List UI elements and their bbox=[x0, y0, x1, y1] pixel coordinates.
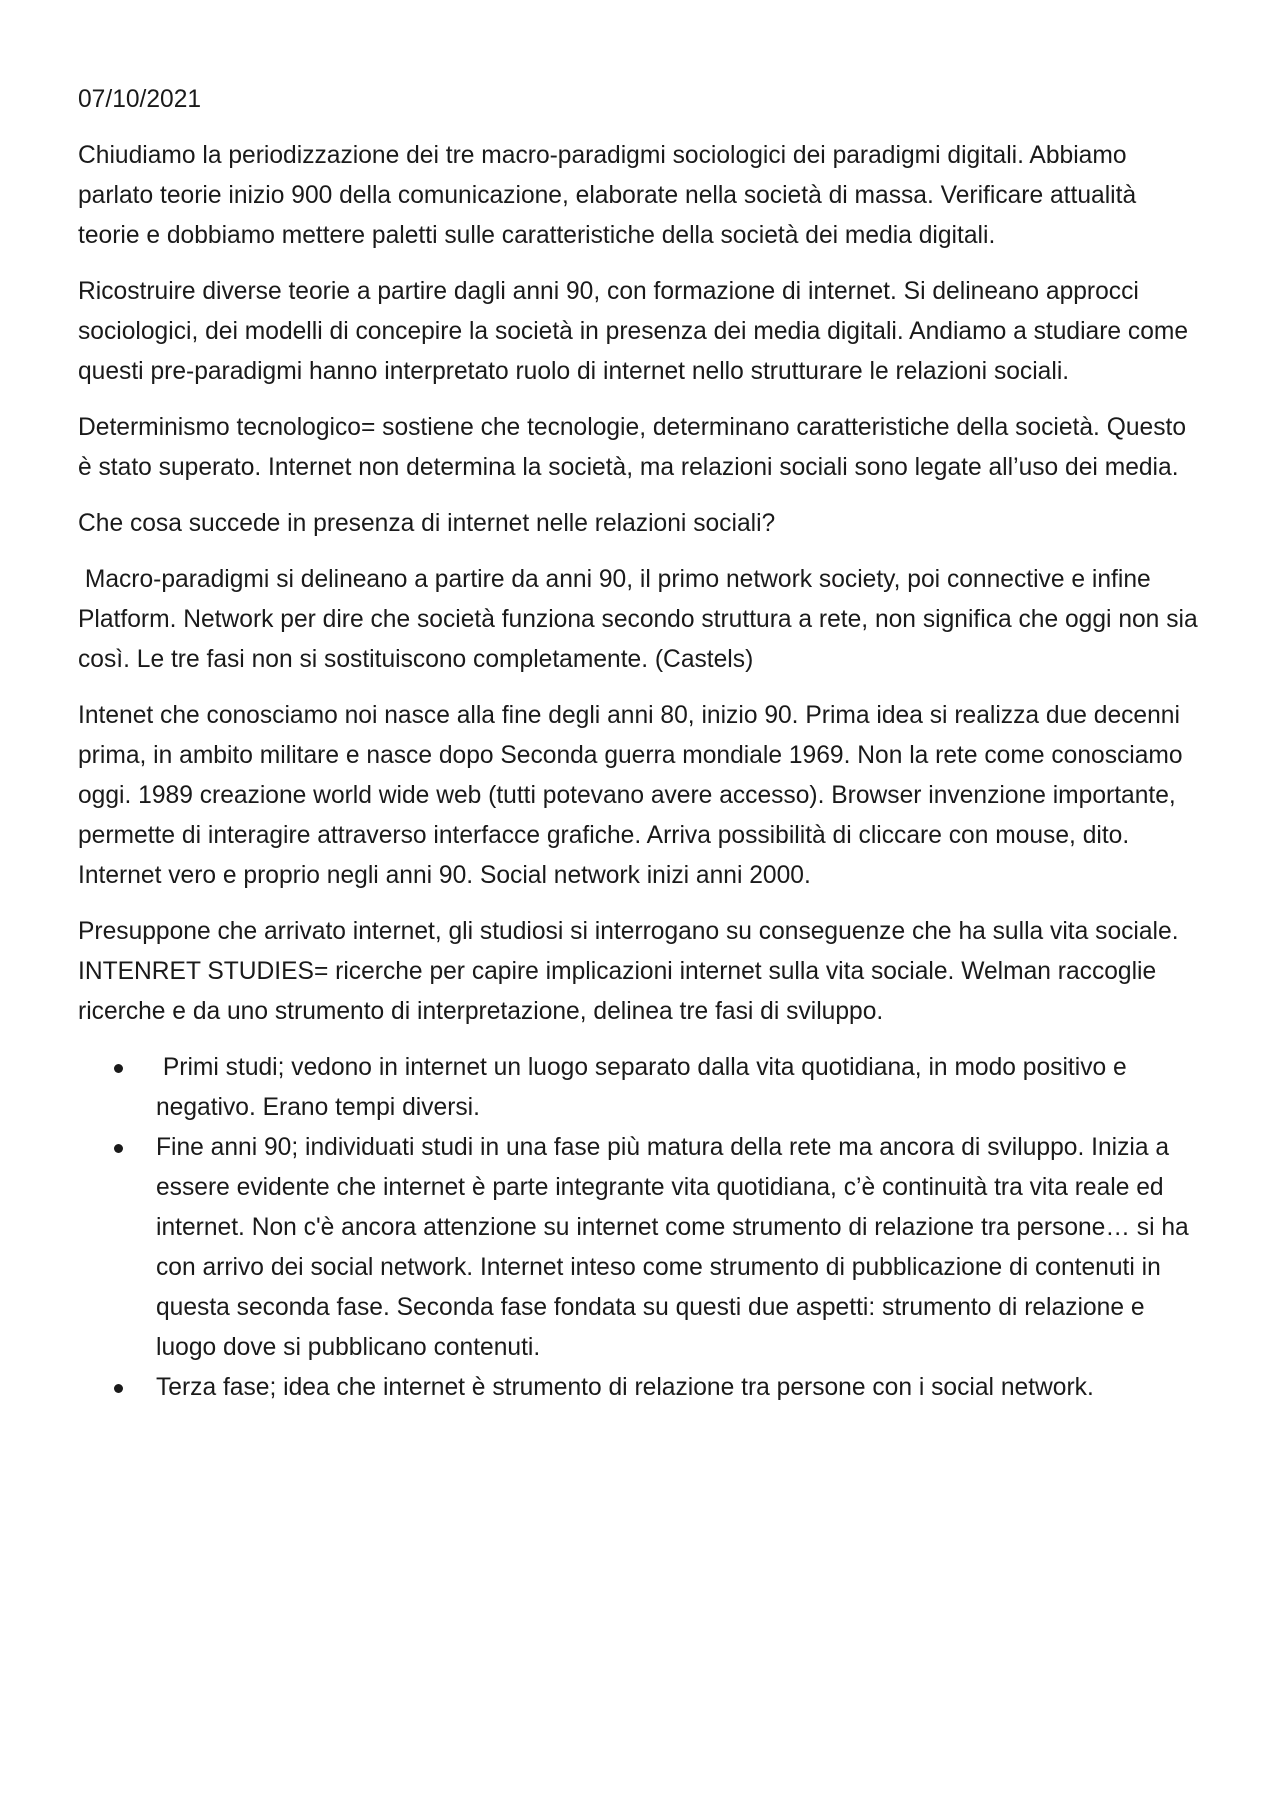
paragraph: Che cosa succede in presenza di internet nelle relazioni sociali? bbox=[78, 510, 776, 537]
paragraph: Presuppone che arrivato internet, gli studiosi si interrogano su conseguenze che ha sulla vita sociale. INTENRET STUDIES= ricerche per capire implicazioni internet sulla vita sociale. Welman raccoglie ricerche e da uno strumento di interpretazione, delinea tre fasi di sviluppo. bbox=[78, 918, 1179, 1025]
paragraph: Chiudiamo la periodizzazione dei tre macro-paradigmi sociologici dei paradigmi digitali. Abbiamo parlato teorie inizio 900 della comunicazione, elaborate nella società di massa. Verificare attualità teorie e dobbiamo mettere paletti sulle caratteristiche della società dei media digitali. bbox=[78, 142, 1137, 249]
list-item bbox=[78, 1128, 1202, 1368]
document-page bbox=[78, 80, 1205, 1408]
list-item-text: Fine anni 90; individuati studi in una fase più matura della rete ma ancora di sviluppo. Inizia a essere evidente che internet è parte integrante vita quotidiana, c’è continuità tra vita reale ed internet. Non c'è ancora attenzione su internet come strumento di relazione tra persone… si ha con arrivo dei social network. Internet inteso come strumento di pubblicazione di contenuti in questa seconda fase. Seconda fase fondata su questi due aspetti: strumento di relazione e luogo dove si pubblicano contenuti. bbox=[156, 1134, 1189, 1361]
bullet-list bbox=[78, 1048, 1202, 1408]
paragraph: Ricostruire diverse teorie a partire dagli anni 90, con formazione di internet. Si delineano approcci sociologici, dei modelli di concepire la società in presenza dei media digitali. Andiamo a studiare come questi pre-paradigmi hanno interpretato ruolo di internet nello strutturare le relazioni sociali. bbox=[78, 278, 1189, 385]
document-date: 07/10/2021 bbox=[78, 86, 202, 113]
paragraph: Determinismo tecnologico= sostiene che tecnologie, determinano caratteristiche della società. Questo è stato superato. Internet non determina la società, ma relazioni sociali sono legate all’uso dei media. bbox=[78, 414, 1187, 481]
list-item-text: Terza fase; idea che internet è strumento di relazione tra persone con i social network. bbox=[156, 1374, 1094, 1401]
list-item-text: Primi studi; vedono in internet un luogo separato dalla vita quotidiana, in modo positivo e negativo. Erano tempi diversi. bbox=[156, 1054, 1134, 1121]
list-item bbox=[78, 1048, 1202, 1128]
paragraph: Intenet che conosciamo noi nasce alla fine degli anni 80, inizio 90. Prima idea si realizza due decenni prima, in ambito militare e nasce dopo Seconda guerra mondiale 1969. Non la rete come conosciamo oggi. 1989 creazione world wide web (tutti potevano avere accesso). Browser invenzione importante, permette di interagire attraverso interfacce grafiche. Arriva possibilità di cliccare con mouse, dito. Internet vero e proprio negli anni 90. Social network inizi anni 2000. bbox=[78, 702, 1183, 889]
list-item bbox=[78, 1368, 1202, 1408]
paragraph: Macro-paradigmi si delineano a partire da anni 90, il primo network society, poi connective e infine Platform. Network per dire che società funziona secondo struttura a rete, non significa che oggi non sia così. Le tre fasi non si sostituiscono completamente. (Castels) bbox=[78, 566, 1205, 673]
